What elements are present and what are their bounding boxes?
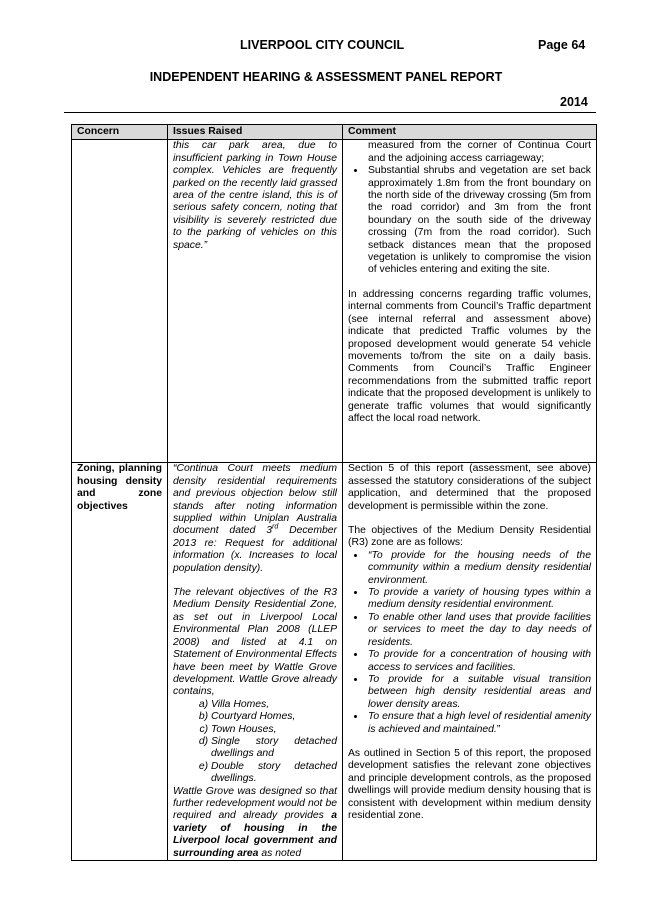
comment-paragraph: As outlined in Section 5 of this report, the proposed development satisfies the relevant zone objectives and principle development controls, as the proposed dwellings will provide medium density housing that is consistent with development within medium density residential zone. [348,747,591,821]
zone-objectives-list [348,550,591,736]
column-header-issues: Issues Raised [168,125,343,140]
comment-cell [343,140,597,463]
column-header-concern: Concern [72,125,168,140]
issues-cell [168,140,343,463]
list-item: • To provide a variety of housing types within a medium density residential environment. [366,587,591,612]
issues-paragraph: Wattle Grove was designed so that further redevelopment would not be required and already provides a variety of housing in the Liverpool local government and surrounding area as noted [173,785,337,859]
concerns-table [71,124,597,861]
list-item: • To provide for a suitable visual transition between high density residential areas and lower density areas. [366,674,591,711]
report-title: INDEPENDENT HEARING & ASSESSMENT PANEL REPORT [149,70,503,84]
concern-cell [72,140,168,463]
housing-types-list [173,699,337,786]
list-item: a. Villa Homes, [211,699,337,711]
table-row [72,140,597,463]
report-year: 2014 [560,95,588,109]
table-row [72,463,597,861]
list-item: • “To provide for the housing needs of the community within a medium density residential environment. [366,550,591,587]
list-item: • To provide for a concentration of housing with access to services and facilities. [366,649,591,674]
comment-bullet-list [348,165,591,277]
issues-paragraph: “Continua Court meets medium density residential requirements and previous objection below still stands after noting information supplied within Uniplan Australia document dated 3rd December 2013 re: Request for additional information (x. Increases to local population density). [173,463,337,574]
issues-paragraph: The relevant objectives of the R3 Medium Density Residential Zone, as set out in Liverpool Local Environmental Plan 2008 (LLEP 2008) and listed at 4.1 on Statement of Environmental Effects have been meet by Wattle Grove development. Wattle Grove already contains, [173,587,337,698]
page-number: Page 64 [538,38,586,52]
header-divider [64,112,596,113]
issues-text: this car park area, due to insufficient parking in Town House complex. Vehicles are frequently parked on the recently laid grassed area of the centre island, this is of serious safety concern, noting that visibility is severely restricted due to the parking of vehicles on this space.” [173,140,337,251]
concern-cell [72,463,168,861]
list-item: b. Courtyard Homes, [211,711,337,723]
comment-paragraph: Section 5 of this report (assessment, see above) assessed the statutory considerations of the subject application, and determined that the proposed development is permissible within the zone. [348,463,591,512]
council-name: LIVERPOOL CITY COUNCIL [240,38,405,52]
list-item: • Substantial shrubs and vegetation are set back approximately 1.8m from the front boundary on the north side of the driveway crossing (5m from the road corridor) and 3m from the front boundary on the south side of the driveway crossing (7m from the road corridor). Such setback distances mean that the proposed vegetation is unlikely to compromise the vision of vehicles entering and exiting the site. [366,165,591,277]
list-item: • To enable other land uses that provide facilities or services to meet the day to day needs of residents. [366,612,591,649]
concern-text: Zoning, planning housing density and zone objectives [77,463,162,512]
list-item: e. Double story detached dwellings. [211,761,337,786]
list-item: c. Town Houses, [211,724,337,736]
issues-cell [168,463,343,861]
comment-paragraph: The objectives of the Medium Density Residential (R3) zone are as follows: [348,525,591,549]
table-header-row [72,125,597,140]
list-item: d. Single story detached dwellings and [211,736,337,761]
list-item: • To ensure that a high level of residential amenity is achieved and maintained.” [366,711,591,736]
comment-cell [343,463,597,861]
column-header-comment: Comment [343,125,597,140]
comment-continued-text: measured from the corner of Continua Court and the adjoining access carriageway; [368,140,591,164]
comment-paragraph: In addressing concerns regarding traffic volumes, internal comments from Council’s Traffic department (see internal referral and assessment above) indicate that predicted Traffic volumes by the proposed development would generate 54 vehicle movements to/from the site on a daily basis. Comments from Council’s Traffic Engineer recommendations from the submitted traffic report indicate that the proposed development is unlikely to generate traffic volumes that would significantly affect the local road network. [348,288,591,424]
